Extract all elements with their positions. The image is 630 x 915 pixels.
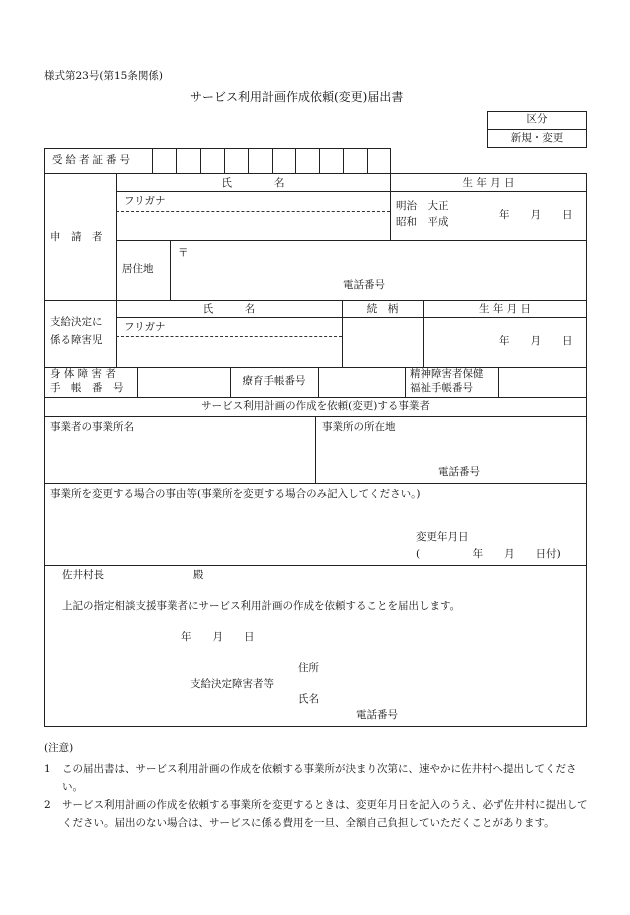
change-date-label: 変更年月日	[416, 531, 469, 543]
applicant-birth-date[interactable]: 年 月 日	[499, 209, 573, 221]
form-code: 様式第23号(第15条関係)	[44, 70, 163, 82]
recipient-cert-digit-box[interactable]	[295, 148, 319, 174]
declarant-person-label: 支給決定障害者等	[190, 678, 274, 690]
applicant-eras-1: 明治 大正	[396, 200, 449, 212]
office-name-label: 事業者の事業所名	[50, 421, 134, 433]
recipient-cert-digit-box[interactable]	[367, 148, 391, 174]
child-label-1: 支給決定に	[50, 316, 103, 328]
applicant-birth-header: 生 年 月 日	[462, 177, 515, 189]
recipient-cert-digit-box[interactable]	[319, 148, 343, 174]
recipient-cert-digit-box[interactable]	[224, 148, 248, 174]
declarant-phone-label: 電話番号	[356, 709, 398, 721]
recipient-cert-digit-box[interactable]	[152, 148, 176, 174]
addressee: 佐井村長	[62, 569, 104, 581]
mental-handbook-label-2: 福祉手帳番号	[410, 382, 473, 394]
change-reason-label: 事業所を変更する場合の事由等(事業所を変更する場合のみ記入してください。)	[50, 488, 421, 500]
child-birth-date[interactable]: 年 月 日	[499, 335, 573, 347]
declaration-statement: 上記の指定相談支援事業者にサービス利用計画の作成を依頼することを届出します。	[62, 600, 461, 612]
office-phone-label: 電話番号	[438, 466, 480, 478]
physical-handbook-label-1: 身 体 障 害 者	[50, 368, 116, 380]
honorific: 殿	[193, 569, 204, 581]
declaration-date[interactable]: 年 月 日	[181, 631, 255, 643]
child-label-2: 係る障害児	[50, 334, 103, 346]
physical-handbook-label-2: 手 帳 番 号	[50, 382, 124, 394]
applicant-furigana-label: フリガナ	[124, 195, 166, 207]
notes-heading: (注意)	[44, 742, 74, 754]
category-value[interactable]: 新規・変更	[510, 132, 564, 144]
applicant-eras-2: 昭和 平成	[396, 216, 449, 228]
office-address-label: 事業所の所在地	[322, 421, 396, 433]
applicant-address-label: 居住地	[122, 263, 154, 275]
postal-mark: 〒	[178, 247, 189, 259]
recipient-cert-label: 受給者証番号	[52, 154, 133, 166]
form-title: サービス利用計画作成依頼(変更)届出書	[190, 90, 404, 104]
applicant-phone-label: 電話番号	[343, 279, 385, 291]
child-furigana-label: フリガナ	[124, 321, 166, 333]
declarant-address-label: 住所	[298, 662, 319, 674]
note-item-1: 1 この届出書は、サービス利用計画の作成を依頼する事業所が決まり次第に、速やかに佐井村へ提出してください。	[44, 763, 577, 793]
note-item-2: 2 サービス利用計画の作成を依頼する事業所を変更するときは、変更年月日を記入のうえ、必ず佐井村に提出してください。届出のない場合は、サービスに係る費用を一旦、全額自己負担していただくことがあります。	[44, 799, 588, 829]
child-name-header: 氏 名	[202, 303, 256, 315]
recipient-cert-digit-box[interactable]	[248, 148, 272, 174]
recipient-cert-digit-box[interactable]	[272, 148, 296, 174]
applicant-name-header: 氏 名	[221, 177, 285, 189]
recipient-cert-digit-box[interactable]	[176, 148, 200, 174]
recipient-cert-digit-box[interactable]	[200, 148, 224, 174]
child-birth-header: 生 年 月 日	[478, 303, 531, 315]
ryoiku-handbook-label: 療育手帳番号	[242, 375, 306, 387]
applicant-label: 申 請 者	[50, 231, 103, 243]
change-date-field[interactable]: ( 年 月 日付)	[416, 548, 561, 560]
business-section-title: サービス利用計画の作成を依頼(変更)する事業者	[201, 400, 430, 412]
recipient-cert-digit-box[interactable]	[343, 148, 367, 174]
declarant-name-label: 氏名	[298, 693, 319, 705]
category-label: 区分	[526, 113, 548, 125]
mental-handbook-label-1: 精神障害者保健	[410, 368, 484, 380]
child-relation-header: 続 柄	[366, 303, 399, 315]
